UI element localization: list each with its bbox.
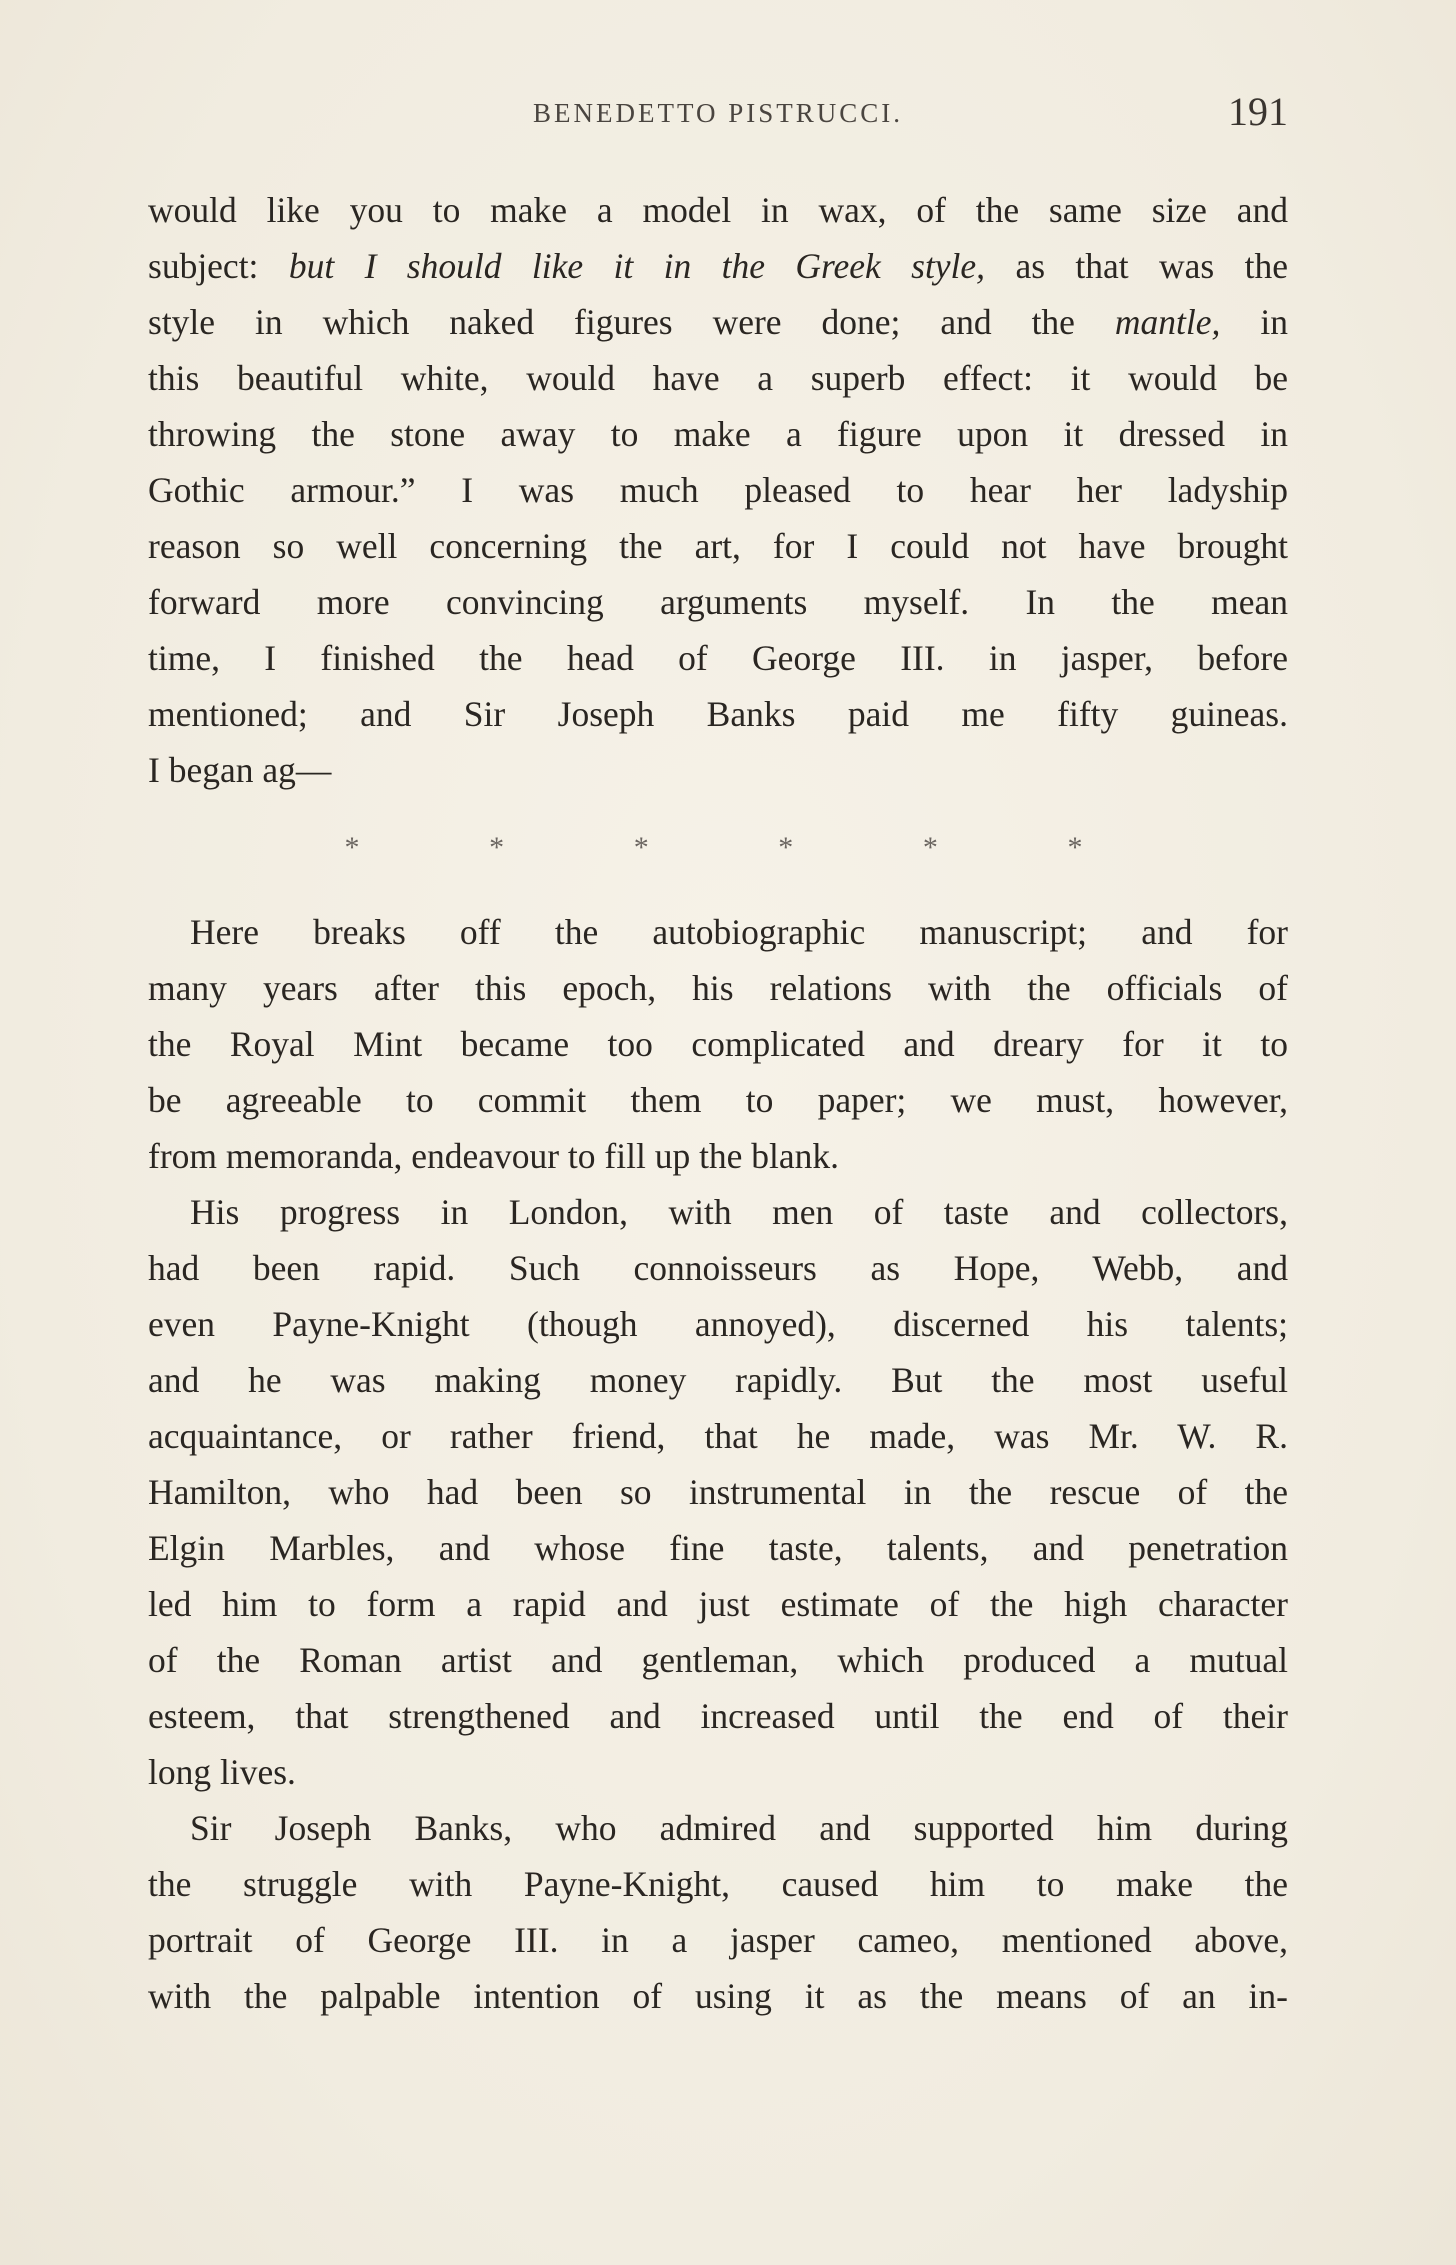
text-line: with the palpable intention of using it as the means of an in- [148, 1976, 1288, 2016]
text-line: time, I finished the head of George III. in jasper, before [148, 638, 1288, 678]
text-line [148, 238, 1288, 294]
text-segment: as that was the [985, 246, 1288, 286]
running-head [148, 88, 1288, 138]
text-line: I began ag— [148, 750, 332, 790]
text-line: would like you to make a model in wax, of the same size and [148, 190, 1288, 230]
text-line: led him to form a rapid and just estimate of the high character [148, 1584, 1288, 1624]
italic-text: but I should like it in the Greek style, [288, 246, 986, 286]
text-line: Elgin Marbles, and whose fine taste, talents, and penetration [148, 1528, 1288, 1568]
paragraph [148, 1184, 1288, 1800]
asterisk: * [922, 831, 938, 864]
italic-text: mantle, [1114, 302, 1221, 342]
text-line: Sir Joseph Banks, who admired and supported him during [190, 1808, 1288, 1848]
text-line: mentioned; and Sir Joseph Banks paid me fifty guineas. [148, 694, 1288, 734]
page-number: 191 [1228, 89, 1288, 134]
text-line: esteem, that strengthened and increased until the end of their [148, 1696, 1288, 1736]
paragraph [148, 1800, 1288, 2024]
asterisk: * [1067, 831, 1083, 864]
text-line: had been rapid. Such connoisseurs as Hope, Webb, and [148, 1248, 1288, 1288]
text-line: the Royal Mint became too complicated and dreary for it to [148, 1024, 1288, 1064]
asterisk: * [778, 831, 794, 864]
paragraph [148, 904, 1288, 1184]
text-line: and he was making money rapidly. But the most useful [148, 1360, 1288, 1400]
text-line: throwing the stone away to make a figure upon it dressed in [148, 414, 1288, 454]
text-segment: subject: [148, 246, 289, 286]
text-line: forward more convincing arguments myself. In the mean [148, 582, 1288, 622]
text-line: of the Roman artist and gentleman, which produced a mutual [148, 1640, 1288, 1680]
paragraph [148, 182, 1288, 798]
asterisk: * [633, 831, 649, 864]
text-line: many years after this epoch, his relations with the officials of [148, 968, 1288, 1008]
body-text [148, 182, 1288, 2024]
text-line: portrait of George III. in a jasper cameo, mentioned above, [148, 1920, 1288, 1960]
section-separator [341, 820, 1086, 864]
text-segment: in [1220, 302, 1288, 342]
text-line: acquaintance, or rather friend, that he made, was Mr. W. R. [148, 1416, 1288, 1456]
text-line: Hamilton, who had been so instrumental in the rescue of the [148, 1472, 1288, 1512]
text-line: the struggle with Payne-Knight, caused him to make the [148, 1864, 1288, 1904]
text-line: long lives. [148, 1752, 296, 1792]
text-line: Here breaks off the autobiographic manuscript; and for [190, 912, 1288, 952]
text-line: from memoranda, endeavour to fill up the blank. [148, 1136, 840, 1176]
asterisk: * [344, 831, 360, 864]
text-line: His progress in London, with men of taste and collectors, [190, 1192, 1288, 1232]
text-segment: style in which naked figures were done; and the [148, 302, 1115, 342]
text-line: Gothic armour.” I was much pleased to hear her ladyship [148, 470, 1288, 510]
running-title: BENEDETTO PISTRUCCI. [532, 98, 903, 128]
asterisk: * [489, 831, 505, 864]
text-line: reason so well concerning the art, for I could not have brought [148, 526, 1288, 566]
text-line: even Payne-Knight (though annoyed), discerned his talents; [148, 1304, 1288, 1344]
text-line [148, 294, 1288, 350]
text-line: this beautiful white, would have a superb effect: it would be [148, 358, 1288, 398]
text-line: be agreeable to commit them to paper; we must, however, [148, 1080, 1288, 1120]
